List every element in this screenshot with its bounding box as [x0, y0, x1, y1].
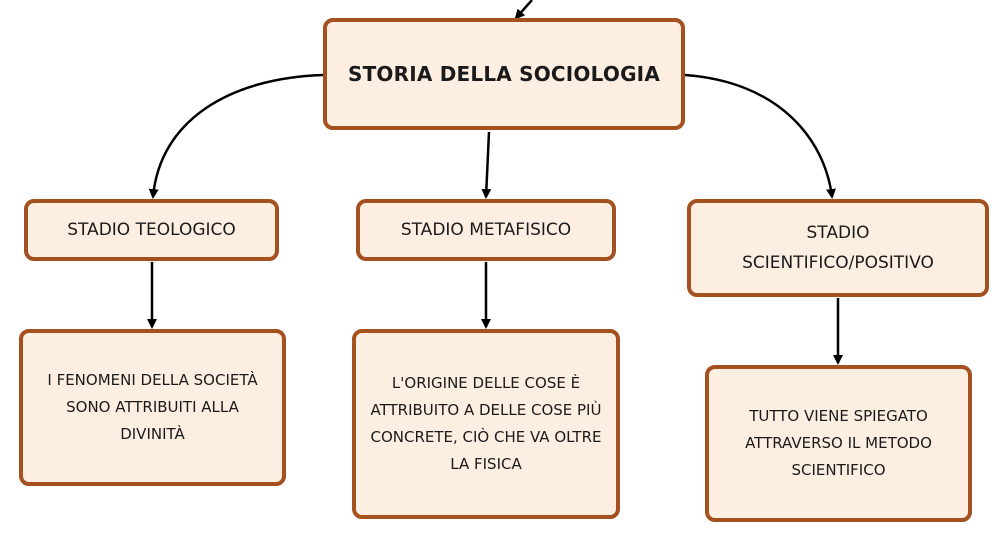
stage-node-label: STADIO METAFISICO: [400, 220, 572, 240]
description-node-metafisico[interactable]: [352, 329, 620, 519]
stage-node-scientifico[interactable]: [687, 199, 989, 297]
edge-root-to-stadio-metafisico: [486, 132, 489, 197]
edge-root-to-stadio-teologico: [153, 75, 323, 197]
description-text: I FENOMENI DELLA SOCIETÀ SONO ATTRIBUITI ALLA DIVINITÀ: [47, 371, 258, 443]
stage-node-label: STADIO SCIENTIFICO/POSITIVO: [742, 223, 934, 273]
edge-parent-to-root: [516, 0, 532, 18]
description-node-teologico[interactable]: [19, 329, 286, 486]
description-node-scientifico[interactable]: [705, 365, 972, 522]
stage-node-label: STADIO TEOLOGICO: [67, 220, 236, 240]
stage-node-metafisico[interactable]: [356, 199, 616, 261]
edge-root-to-stadio-scientifico: [685, 75, 832, 197]
root-node[interactable]: [323, 18, 685, 130]
stage-node-teologico[interactable]: [24, 199, 279, 261]
root-node-label: STORIA DELLA SOCIOLOGIA: [347, 62, 661, 86]
description-text: TUTTO VIENE SPIEGATO ATTRAVERSO IL METODO SCIENTIFICO: [745, 407, 932, 479]
description-text: L'ORIGINE DELLE COSE È ATTRIBUITO A DELLE COSE PIÙ CONCRETE, CIÒ CHE VA OLTRE LA FISICA: [370, 374, 602, 473]
